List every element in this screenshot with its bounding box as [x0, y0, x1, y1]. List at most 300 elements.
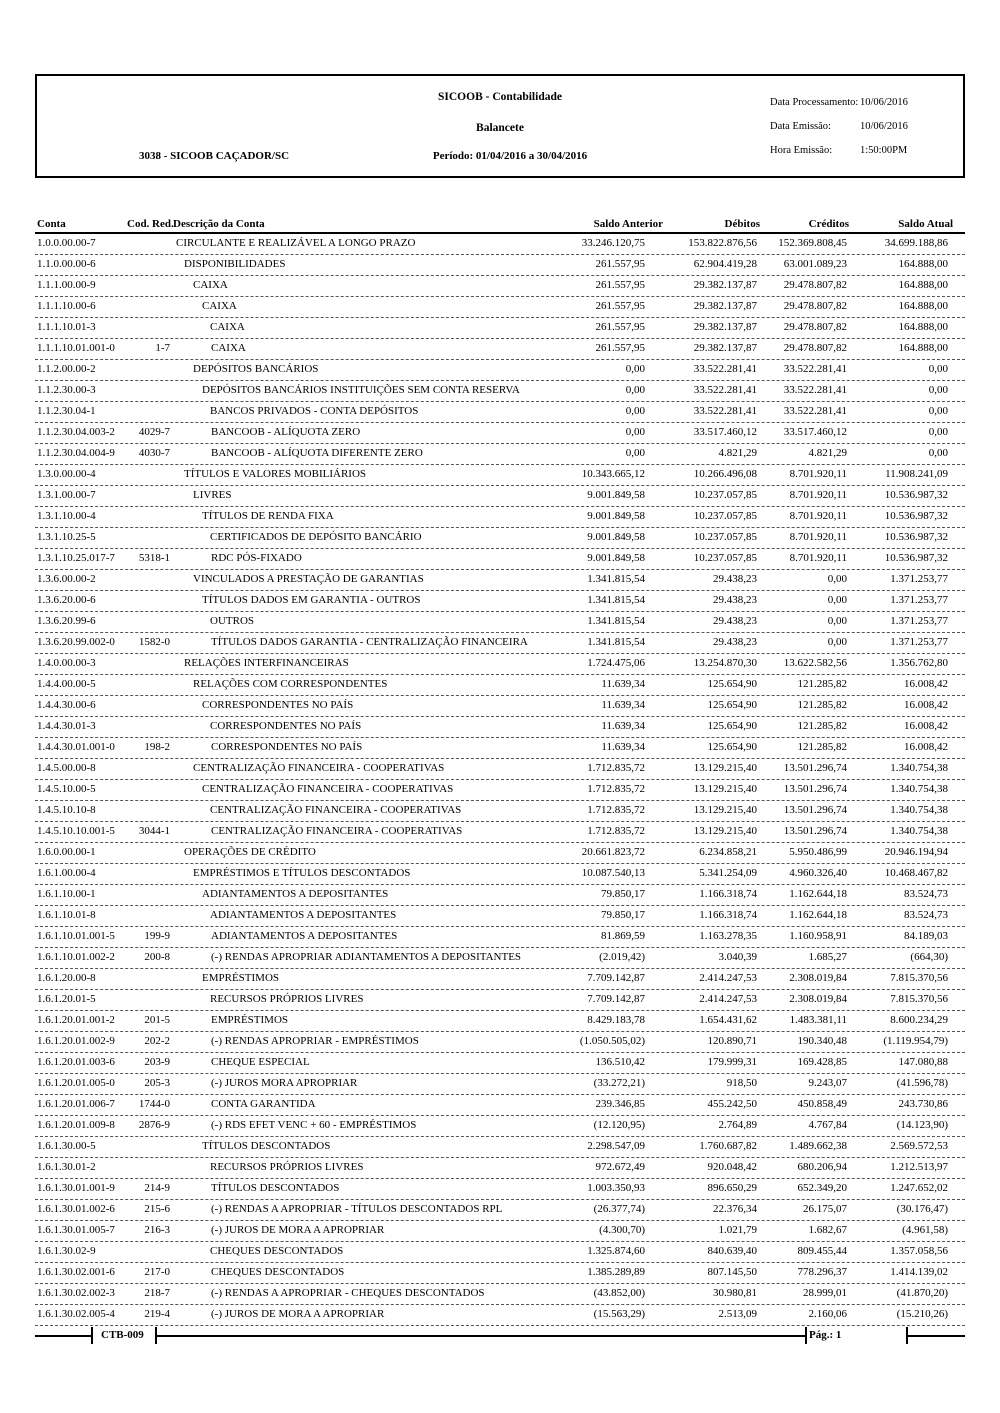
account-number: 1.3.6.00.00-2	[37, 573, 96, 585]
debitos-value: 33.517.460,12	[693, 426, 757, 438]
account-description: OPERAÇÕES DE CRÉDITO	[184, 846, 316, 858]
debitos-value: 1.021,79	[718, 1224, 757, 1236]
reduced-code: 214-9	[144, 1182, 170, 1194]
account-number: 1.3.1.00.00-7	[37, 489, 96, 501]
reduced-code: 216-3	[144, 1224, 170, 1236]
reduced-code: 5318-1	[138, 552, 170, 564]
debitos-value: 5.341.254,09	[699, 867, 757, 879]
document-code: CTB-009	[101, 1329, 144, 1341]
debitos-value: 120.890,71	[707, 1035, 757, 1047]
table-row	[35, 1116, 965, 1137]
debitos-value: 29.438,23	[713, 594, 757, 606]
footer-rule-center	[157, 1335, 805, 1337]
saldo-anterior-value: 79.850,17	[601, 888, 645, 900]
debitos-value: 33.522.281,41	[693, 363, 757, 375]
table-row	[35, 1053, 965, 1074]
creditos-value: 9.243,07	[808, 1077, 847, 1089]
saldo-anterior-value: 0,00	[625, 405, 645, 417]
account-description: ADIANTAMENTOS A DEPOSITANTES	[211, 930, 398, 942]
saldo-anterior-value: 10.087.540,13	[581, 867, 645, 879]
account-number: 1.1.1.00.00-9	[37, 279, 96, 291]
debitos-value: 33.522.281,41	[693, 405, 757, 417]
saldo-atual-value: 1.414.139,02	[890, 1266, 948, 1278]
creditos-value: 121.285,82	[797, 741, 847, 753]
debitos-value: 29.438,23	[713, 573, 757, 585]
saldo-anterior-value: 261.557,95	[595, 300, 645, 312]
account-description: CHEQUES DESCONTADOS	[211, 1266, 345, 1278]
saldo-atual-value: (15.210,26)	[896, 1308, 948, 1320]
table-row	[35, 1179, 965, 1200]
account-description: CAIXA	[202, 300, 237, 312]
debitos-value: 29.438,23	[713, 636, 757, 648]
saldo-anterior-value: 79.850,17	[601, 909, 645, 921]
emission-time-label: Hora Emissão:	[770, 145, 833, 156]
account-number: 1.3.6.20.99.002-0	[37, 636, 115, 648]
creditos-value: 652.349,20	[797, 1182, 847, 1194]
debitos-value: 29.438,23	[713, 615, 757, 627]
debitos-value: 1.166.318,74	[699, 909, 757, 921]
table-row	[35, 885, 965, 906]
table-row	[35, 549, 965, 570]
debitos-value: 10.237.057,85	[693, 552, 757, 564]
account-description: TÍTULOS DESCONTADOS	[202, 1140, 331, 1152]
table-row	[35, 1137, 965, 1158]
debitos-value: 125.654,90	[707, 741, 757, 753]
account-number: 1.3.0.00.00-4	[37, 468, 96, 480]
debitos-value: 179.999,31	[707, 1056, 757, 1068]
table-row	[35, 1263, 965, 1284]
table-row	[35, 339, 965, 360]
saldo-atual-value: 83.524,73	[904, 909, 948, 921]
saldo-anterior-value: 20.661.823,72	[581, 846, 645, 858]
reduced-code: 200-8	[144, 951, 170, 963]
saldo-anterior-value: 11.639,34	[601, 699, 645, 711]
reduced-code: 4030-7	[138, 447, 170, 459]
account-number: 1.6.1.10.01-8	[37, 909, 96, 921]
account-description: CORRESPONDENTES NO PAÍS	[202, 699, 354, 711]
creditos-value: 1.489.662,38	[789, 1140, 847, 1152]
creditos-value: 1.682,67	[808, 1224, 847, 1236]
saldo-atual-value: 7.815.370,56	[890, 972, 948, 984]
creditos-value: 0,00	[827, 615, 847, 627]
account-number: 1.6.1.10.01.002-2	[37, 951, 115, 963]
account-description: CENTRALIZAÇÃO FINANCEIRA - COOPERATIVAS	[210, 804, 462, 816]
debitos-value: 13.129.215,40	[693, 783, 757, 795]
saldo-atual-value: 83.524,73	[904, 888, 948, 900]
account-number: 1.3.1.10.00-4	[37, 510, 96, 522]
saldo-atual-value: 1.340.754,38	[890, 804, 948, 816]
saldo-atual-value: 164.888,00	[898, 300, 948, 312]
reduced-code: 205-3	[144, 1077, 170, 1089]
creditos-value: 26.175,07	[803, 1203, 847, 1215]
saldo-anterior-value: 33.246.120,75	[581, 237, 645, 249]
saldo-anterior-value: 0,00	[625, 384, 645, 396]
saldo-anterior-value: 239.346,85	[595, 1098, 645, 1110]
account-number: 1.4.5.10.10-8	[37, 804, 96, 816]
saldo-atual-value: 84.189,03	[904, 930, 948, 942]
account-number: 1.3.6.20.99-6	[37, 615, 96, 627]
account-description: CENTRALIZAÇÃO FINANCEIRA - COOPERATIVAS	[211, 825, 463, 837]
table-header-row	[35, 218, 965, 234]
creditos-value: 1.483.381,11	[789, 1014, 847, 1026]
saldo-atual-value: 34.699.188,86	[884, 237, 948, 249]
debitos-value: 918,50	[726, 1077, 757, 1089]
saldo-atual-value: 16.008,42	[904, 678, 948, 690]
saldo-atual-value: (30.176,47)	[896, 1203, 948, 1215]
saldo-atual-value: 1.371.253,77	[890, 594, 948, 606]
report-footer	[35, 1326, 965, 1348]
creditos-value: 33.522.281,41	[783, 363, 847, 375]
debitos-value: 455.242,50	[707, 1098, 757, 1110]
column-header-creditos: Créditos	[808, 218, 849, 230]
saldo-atual-value: 1.371.253,77	[890, 636, 948, 648]
creditos-value: 121.285,82	[797, 720, 847, 732]
saldo-anterior-value: 9.001.849,58	[587, 531, 645, 543]
account-description: RECURSOS PRÓPRIOS LIVRES	[210, 1161, 364, 1173]
table-row	[35, 1200, 965, 1221]
account-number: 1.6.1.30.01.005-7	[37, 1224, 115, 1236]
account-number: 1.6.1.20.01.003-6	[37, 1056, 115, 1068]
reduced-code: 1744-0	[138, 1098, 170, 1110]
saldo-anterior-value: 9.001.849,58	[587, 489, 645, 501]
debitos-value: 33.522.281,41	[693, 384, 757, 396]
saldo-anterior-value: 1.003.350,93	[587, 1182, 645, 1194]
saldo-atual-value: 10.468.467,82	[884, 867, 948, 879]
reduced-code: 1-7	[155, 342, 170, 354]
column-header-debitos: Débitos	[724, 218, 760, 230]
creditos-value: 8.701.920,11	[789, 552, 847, 564]
debitos-value: 125.654,90	[707, 699, 757, 711]
saldo-atual-value: 11.908.241,09	[885, 468, 948, 480]
saldo-atual-value: 10.536.987,32	[884, 510, 948, 522]
saldo-atual-value: 1.340.754,38	[890, 825, 948, 837]
table-row	[35, 1074, 965, 1095]
reduced-code: 202-2	[144, 1035, 170, 1047]
saldo-atual-value: 20.946.194,94	[884, 846, 948, 858]
debitos-value: 6.234.858,21	[699, 846, 757, 858]
saldo-anterior-value: (26.377,74)	[593, 1203, 645, 1215]
table-body	[35, 234, 965, 1326]
saldo-atual-value: 164.888,00	[898, 321, 948, 333]
cooperative-name: 3038 - SICOOB CAÇADOR/SC	[139, 150, 290, 162]
column-header-saldo-anterior: Saldo Anterior	[593, 218, 663, 230]
account-number: 1.6.1.20.01-5	[37, 993, 96, 1005]
creditos-value: 4.960.326,40	[789, 867, 847, 879]
saldo-anterior-value: 8.429.183,78	[587, 1014, 645, 1026]
account-description: BANCOS PRIVADOS - CONTA DEPÓSITOS	[210, 405, 419, 417]
saldo-anterior-value: 81.869,59	[601, 930, 645, 942]
account-number: 1.4.4.30.00-6	[37, 699, 96, 711]
account-description: RELAÇÕES COM CORRESPONDENTES	[193, 678, 388, 690]
account-number: 1.4.4.30.01-3	[37, 720, 96, 732]
saldo-atual-value: 1.371.253,77	[890, 573, 948, 585]
creditos-value: 1.162.644,18	[789, 888, 847, 900]
account-number: 1.1.2.30.04-1	[37, 405, 96, 417]
table-row	[35, 654, 965, 675]
footer-tick	[91, 1327, 93, 1344]
account-number: 1.6.1.30.00-5	[37, 1140, 96, 1152]
account-number: 1.3.1.10.25.017-7	[37, 552, 115, 564]
saldo-atual-value: 10.536.987,32	[884, 531, 948, 543]
debitos-value: 10.237.057,85	[693, 489, 757, 501]
table-row	[35, 801, 965, 822]
reduced-code: 215-6	[144, 1203, 170, 1215]
saldo-anterior-value: 1.341.815,54	[587, 636, 645, 648]
account-number: 1.6.1.10.01.001-5	[37, 930, 115, 942]
footer-rule-left	[35, 1335, 91, 1337]
account-description: (-) JUROS DE MORA A APROPRIAR	[211, 1308, 385, 1320]
table-row	[35, 591, 965, 612]
column-header-descricao: Descrição da Conta	[173, 218, 265, 230]
debitos-value: 13.129.215,40	[693, 825, 757, 837]
creditos-value: 121.285,82	[797, 699, 847, 711]
saldo-anterior-value: (12.120,95)	[593, 1119, 645, 1131]
saldo-anterior-value: 7.709.142,87	[587, 993, 645, 1005]
table-row	[35, 423, 965, 444]
account-description: (-) RENDAS APROPRIAR - EMPRÉSTIMOS	[211, 1035, 419, 1047]
account-description: TÍTULOS DADOS EM GARANTIA - OUTROS	[202, 594, 421, 606]
saldo-anterior-value: (4.300,70)	[599, 1224, 645, 1236]
creditos-value: 190.340,48	[797, 1035, 847, 1047]
creditos-value: 152.369.808,45	[778, 237, 847, 249]
account-number: 1.1.0.00.00-6	[37, 258, 96, 270]
account-description: (-) JUROS MORA APROPRIAR	[211, 1077, 358, 1089]
table-row	[35, 948, 965, 969]
table-row	[35, 717, 965, 738]
table-row	[35, 696, 965, 717]
reduced-code: 4029-7	[138, 426, 170, 438]
saldo-atual-value: 1.357.058,56	[890, 1245, 948, 1257]
table-row	[35, 906, 965, 927]
account-number: 1.6.1.20.01.001-2	[37, 1014, 115, 1026]
table-row	[35, 738, 965, 759]
account-description: TÍTULOS E VALORES MOBILIÁRIOS	[184, 468, 367, 480]
table-row	[35, 1011, 965, 1032]
debitos-value: 2.764,89	[718, 1119, 757, 1131]
creditos-value: 29.478.807,82	[783, 279, 847, 291]
debitos-value: 1.163.278,35	[699, 930, 757, 942]
table-row	[35, 381, 965, 402]
account-description: RECURSOS PRÓPRIOS LIVRES	[210, 993, 364, 1005]
creditos-value: 450.858,49	[797, 1098, 847, 1110]
table-row	[35, 402, 965, 423]
creditos-value: 0,00	[827, 636, 847, 648]
creditos-value: 29.478.807,82	[783, 342, 847, 354]
creditos-value: 4.821,29	[808, 447, 847, 459]
account-number: 1.1.2.00.00-2	[37, 363, 96, 375]
saldo-atual-value: 243.730,86	[898, 1098, 948, 1110]
saldo-anterior-value: 1.712.835,72	[587, 804, 645, 816]
processing-date-label: Data Processamento:	[770, 97, 859, 108]
creditos-value: 1.160.958,91	[789, 930, 847, 942]
saldo-atual-value: 2.569.572,53	[890, 1140, 948, 1152]
table-row	[35, 1242, 965, 1263]
saldo-anterior-value: 11.639,34	[601, 678, 645, 690]
saldo-atual-value: 16.008,42	[904, 699, 948, 711]
account-description: RDC PÓS-FIXADO	[211, 552, 302, 564]
creditos-value: 29.478.807,82	[783, 300, 847, 312]
account-description: (-) RENDAS APROPRIAR ADIANTAMENTOS A DEPOSITANTES	[211, 951, 522, 963]
debitos-value: 13.254.870,30	[693, 657, 757, 669]
debitos-value: 29.382.137,87	[693, 342, 757, 354]
table-row	[35, 990, 965, 1011]
report-header-box	[35, 74, 965, 178]
account-description: EMPRÉSTIMOS E TÍTULOS DESCONTADOS	[193, 867, 411, 879]
table-row	[35, 465, 965, 486]
account-description: DEPÓSITOS BANCÁRIOS	[193, 363, 319, 375]
creditos-value: 2.308.019,84	[789, 993, 847, 1005]
reduced-code: 1582-0	[138, 636, 170, 648]
table-row	[35, 234, 965, 255]
account-number: 1.1.1.10.01.001-0	[37, 342, 115, 354]
account-description: CIRCULANTE E REALIZÁVEL A LONGO PRAZO	[176, 237, 416, 249]
debitos-value: 920.048,42	[707, 1161, 757, 1173]
creditos-value: 8.701.920,11	[789, 468, 847, 480]
creditos-value: 13.622.582,56	[783, 657, 847, 669]
saldo-atual-value: 10.536.987,32	[884, 489, 948, 501]
debitos-value: 29.382.137,87	[693, 300, 757, 312]
account-number: 1.1.2.30.04.003-2	[37, 426, 115, 438]
saldo-atual-value: 16.008,42	[904, 720, 948, 732]
account-description: CONTA GARANTIDA	[211, 1098, 316, 1110]
account-description: EMPRÉSTIMOS	[211, 1014, 289, 1026]
account-number: 1.1.1.10.00-6	[37, 300, 96, 312]
saldo-anterior-value: 11.639,34	[601, 720, 645, 732]
account-number: 1.6.1.30.02-9	[37, 1245, 96, 1257]
saldo-anterior-value: 7.709.142,87	[587, 972, 645, 984]
saldo-anterior-value: 1.724.475,06	[587, 657, 645, 669]
saldo-atual-value: 1.340.754,38	[890, 762, 948, 774]
creditos-value: 1.685,27	[808, 951, 847, 963]
saldo-anterior-value: 1.341.815,54	[587, 594, 645, 606]
page-number: Pág.: 1	[809, 1329, 842, 1341]
table-row	[35, 1305, 965, 1326]
debitos-value: 896.650,29	[707, 1182, 757, 1194]
saldo-atual-value: (4.961,58)	[902, 1224, 948, 1236]
creditos-value: 63.001.089,23	[783, 258, 847, 270]
table-row	[35, 612, 965, 633]
table-row	[35, 276, 965, 297]
creditos-value: 1.162.644,18	[789, 909, 847, 921]
creditos-value: 13.501.296,74	[783, 783, 847, 795]
debitos-value: 125.654,90	[707, 720, 757, 732]
creditos-value: 13.501.296,74	[783, 825, 847, 837]
saldo-atual-value: 1.247.652,02	[890, 1182, 948, 1194]
table-row	[35, 360, 965, 381]
account-description: CENTRALIZAÇÃO FINANCEIRA - COOPERATIVAS	[202, 783, 454, 795]
saldo-atual-value: 1.340.754,38	[890, 783, 948, 795]
account-number: 1.6.1.00.00-4	[37, 867, 96, 879]
creditos-value: 29.478.807,82	[783, 321, 847, 333]
saldo-anterior-value: 261.557,95	[595, 279, 645, 291]
account-number: 1.6.1.20.01.005-0	[37, 1077, 115, 1089]
account-number: 1.1.1.10.01-3	[37, 321, 96, 333]
table-row	[35, 1032, 965, 1053]
account-description: ADIANTAMENTOS A DEPOSITANTES	[210, 909, 397, 921]
account-description: TÍTULOS DADOS GARANTIA - CENTRALIZAÇÃO FINANCEIRA	[211, 636, 528, 648]
creditos-value: 33.522.281,41	[783, 384, 847, 396]
account-description: CHEQUES DESCONTADOS	[210, 1245, 344, 1257]
debitos-value: 1.760.687,82	[699, 1140, 757, 1152]
table-row	[35, 969, 965, 990]
creditos-value: 33.517.460,12	[783, 426, 847, 438]
account-number: 1.6.1.10.00-1	[37, 888, 96, 900]
account-number: 1.6.0.00.00-1	[37, 846, 96, 858]
column-header-saldo-atual: Saldo Atual	[898, 218, 953, 230]
saldo-anterior-value: (1.050.505,02)	[579, 1035, 645, 1047]
saldo-atual-value: 1.356.762,80	[890, 657, 948, 669]
saldo-atual-value: 7.815.370,56	[890, 993, 948, 1005]
saldo-anterior-value: 1.341.815,54	[587, 615, 645, 627]
reduced-code: 218-7	[144, 1287, 170, 1299]
debitos-value: 62.904.419,28	[693, 258, 757, 270]
creditos-value: 2.308.019,84	[789, 972, 847, 984]
account-number: 1.6.1.20.00-8	[37, 972, 96, 984]
debitos-value: 10.237.057,85	[693, 510, 757, 522]
reduced-code: 201-5	[144, 1014, 170, 1026]
table-row	[35, 1158, 965, 1179]
debitos-value: 2.414.247,53	[699, 993, 757, 1005]
saldo-atual-value: 16.008,42	[904, 741, 948, 753]
creditos-value: 2.160,06	[808, 1308, 847, 1320]
table-row	[35, 927, 965, 948]
table-row	[35, 1095, 965, 1116]
table-row	[35, 318, 965, 339]
table-row	[35, 675, 965, 696]
saldo-anterior-value: (2.019,42)	[599, 951, 645, 963]
account-description: CORRESPONDENTES NO PAÍS	[210, 720, 362, 732]
saldo-anterior-value: 1.712.835,72	[587, 783, 645, 795]
account-description: TÍTULOS DE RENDA FIXA	[202, 510, 334, 522]
saldo-atual-value: 0,00	[928, 447, 948, 459]
account-description: RELAÇÕES INTERFINANCEIRAS	[184, 657, 349, 669]
debitos-value: 1.166.318,74	[699, 888, 757, 900]
account-number: 1.6.1.20.01.009-8	[37, 1119, 115, 1131]
saldo-atual-value: (41.596,78)	[896, 1077, 948, 1089]
emission-time-value: 1:50:00PM	[860, 145, 908, 156]
saldo-atual-value: 0,00	[928, 384, 948, 396]
table-row	[35, 759, 965, 780]
saldo-anterior-value: 2.298.547,09	[587, 1140, 645, 1152]
account-number: 1.0.0.00.00-7	[37, 237, 96, 249]
account-description: DEPÓSITOS BANCÁRIOS INSTITUIÇÕES SEM CONTA RESERVA	[202, 384, 520, 396]
debitos-value: 3.040,39	[718, 951, 757, 963]
debitos-value: 153.822.876,56	[688, 237, 757, 249]
saldo-atual-value: 10.536.987,32	[884, 552, 948, 564]
creditos-value: 680.206,94	[797, 1161, 847, 1173]
account-number: 1.1.2.30.04.004-9	[37, 447, 115, 459]
saldo-atual-value: (1.119.954,79)	[883, 1035, 948, 1047]
debitos-value: 2.414.247,53	[699, 972, 757, 984]
saldo-atual-value: 0,00	[928, 405, 948, 417]
creditos-value: 8.701.920,11	[789, 489, 847, 501]
debitos-value: 807.145,50	[707, 1266, 757, 1278]
creditos-value: 778.296,37	[797, 1266, 847, 1278]
account-number: 1.1.2.30.00-3	[37, 384, 96, 396]
reduced-code: 217-0	[144, 1266, 170, 1278]
creditos-value: 0,00	[827, 573, 847, 585]
saldo-anterior-value: (33.272,21)	[593, 1077, 645, 1089]
reduced-code: 198-2	[144, 741, 170, 753]
saldo-anterior-value: 9.001.849,58	[587, 552, 645, 564]
account-description: OUTROS	[210, 615, 255, 627]
account-number: 1.6.1.30.01.002-6	[37, 1203, 115, 1215]
table-row	[35, 864, 965, 885]
debitos-value: 840.639,40	[707, 1245, 757, 1257]
column-header-cod-red: Cod. Red.	[127, 218, 174, 230]
saldo-anterior-value: 261.557,95	[595, 342, 645, 354]
creditos-value: 8.701.920,11	[789, 531, 847, 543]
